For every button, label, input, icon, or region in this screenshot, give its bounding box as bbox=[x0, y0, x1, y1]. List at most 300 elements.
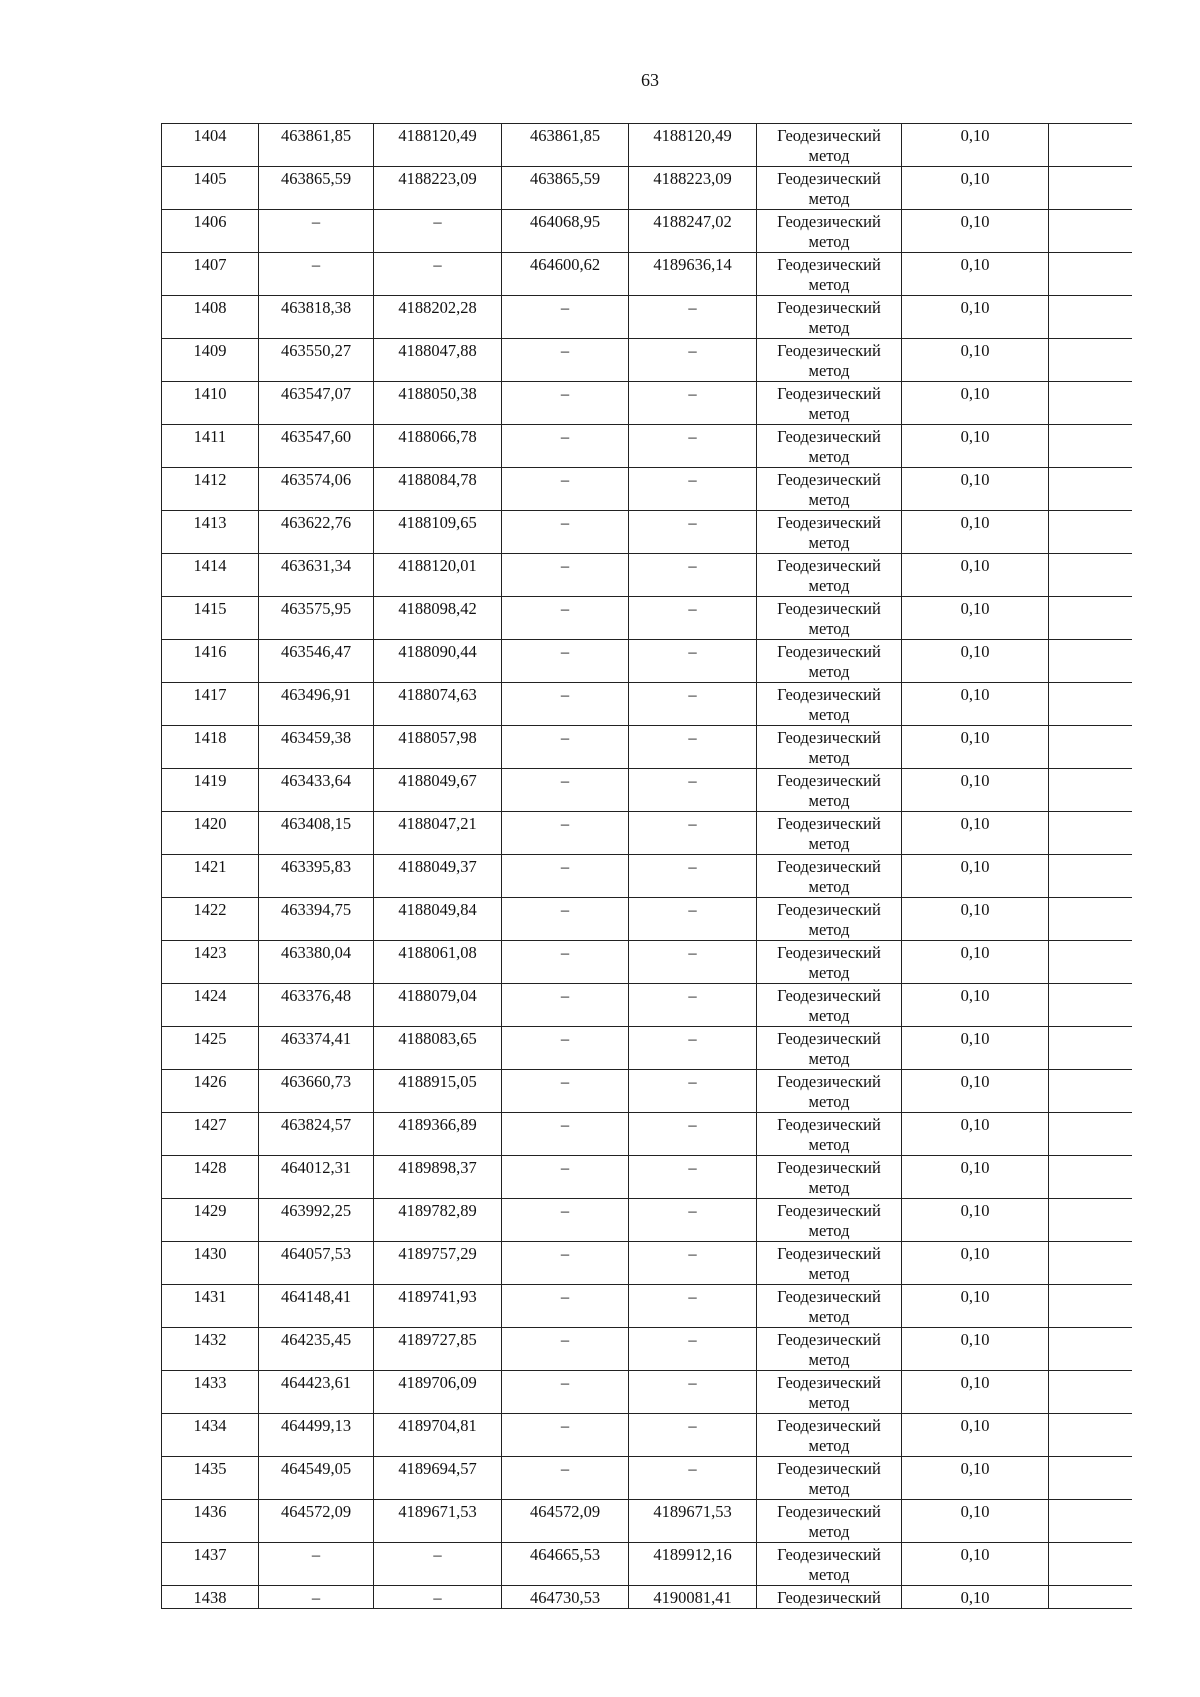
y-refined-cell: – bbox=[629, 1070, 757, 1113]
accuracy-cell: 0,10 bbox=[902, 210, 1049, 253]
y-refined-cell: – bbox=[629, 1027, 757, 1070]
y-existing-cell: 4188084,78 bbox=[374, 468, 502, 511]
accuracy-cell: 0,10 bbox=[902, 1328, 1049, 1371]
empty-cell bbox=[1049, 1328, 1132, 1371]
point-number-cell: 1431 bbox=[162, 1285, 259, 1328]
point-number-cell: 1412 bbox=[162, 468, 259, 511]
accuracy-cell: 0,10 bbox=[902, 339, 1049, 382]
empty-cell bbox=[1049, 683, 1132, 726]
y-existing-cell: 4189727,85 bbox=[374, 1328, 502, 1371]
empty-cell bbox=[1049, 1586, 1132, 1609]
y-existing-cell: 4188074,63 bbox=[374, 683, 502, 726]
y-existing-cell: 4189782,89 bbox=[374, 1199, 502, 1242]
x-existing-cell: 463380,04 bbox=[259, 941, 374, 984]
y-existing-cell: – bbox=[374, 1586, 502, 1609]
table-row bbox=[162, 1285, 1132, 1328]
table-row bbox=[162, 1070, 1132, 1113]
x-refined-cell: – bbox=[502, 683, 629, 726]
x-existing-cell: 464057,53 bbox=[259, 1242, 374, 1285]
x-existing-cell: – bbox=[259, 1543, 374, 1586]
point-number-cell: 1435 bbox=[162, 1457, 259, 1500]
table-row bbox=[162, 1586, 1132, 1609]
point-number-cell: 1422 bbox=[162, 898, 259, 941]
y-existing-cell: 4188057,98 bbox=[374, 726, 502, 769]
accuracy-cell: 0,10 bbox=[902, 1414, 1049, 1457]
point-number-cell: 1427 bbox=[162, 1113, 259, 1156]
y-existing-cell: 4188090,44 bbox=[374, 640, 502, 683]
point-number-cell: 1411 bbox=[162, 425, 259, 468]
method-cell: Геодезический метод bbox=[757, 124, 902, 167]
accuracy-cell: 0,10 bbox=[902, 167, 1049, 210]
empty-cell bbox=[1049, 941, 1132, 984]
y-existing-cell: 4188047,21 bbox=[374, 812, 502, 855]
accuracy-cell: 0,10 bbox=[902, 597, 1049, 640]
empty-cell bbox=[1049, 124, 1132, 167]
x-existing-cell: 464235,45 bbox=[259, 1328, 374, 1371]
table-row bbox=[162, 769, 1132, 812]
method-cell: Геодезический метод bbox=[757, 1457, 902, 1500]
y-refined-cell: – bbox=[629, 640, 757, 683]
method-cell: Геодезический метод bbox=[757, 339, 902, 382]
y-refined-cell: – bbox=[629, 984, 757, 1027]
point-number-cell: 1436 bbox=[162, 1500, 259, 1543]
x-refined-cell: 464068,95 bbox=[502, 210, 629, 253]
empty-cell bbox=[1049, 296, 1132, 339]
y-refined-cell: 4189671,53 bbox=[629, 1500, 757, 1543]
method-cell: Геодезический метод bbox=[757, 468, 902, 511]
x-existing-cell: 463433,64 bbox=[259, 769, 374, 812]
accuracy-cell: 0,10 bbox=[902, 898, 1049, 941]
x-existing-cell: 464499,13 bbox=[259, 1414, 374, 1457]
page-number: 63 bbox=[641, 70, 659, 90]
y-refined-cell: 4190081,41 bbox=[629, 1586, 757, 1609]
x-refined-cell: – bbox=[502, 1285, 629, 1328]
empty-cell bbox=[1049, 855, 1132, 898]
y-existing-cell: 4188120,01 bbox=[374, 554, 502, 597]
y-refined-cell: – bbox=[629, 597, 757, 640]
accuracy-cell: 0,10 bbox=[902, 382, 1049, 425]
y-refined-cell: – bbox=[629, 1457, 757, 1500]
y-refined-cell: 4189912,16 bbox=[629, 1543, 757, 1586]
y-refined-cell: – bbox=[629, 1414, 757, 1457]
accuracy-cell: 0,10 bbox=[902, 253, 1049, 296]
table-row bbox=[162, 468, 1132, 511]
table-row bbox=[162, 1371, 1132, 1414]
point-number-cell: 1404 bbox=[162, 124, 259, 167]
x-refined-cell: – bbox=[502, 1199, 629, 1242]
accuracy-cell: 0,10 bbox=[902, 1027, 1049, 1070]
point-number-cell: 1433 bbox=[162, 1371, 259, 1414]
accuracy-cell: 0,10 bbox=[902, 984, 1049, 1027]
x-existing-cell: 463574,06 bbox=[259, 468, 374, 511]
x-existing-cell: 463459,38 bbox=[259, 726, 374, 769]
y-refined-cell: – bbox=[629, 554, 757, 597]
x-refined-cell: 464665,53 bbox=[502, 1543, 629, 1586]
y-existing-cell: 4189671,53 bbox=[374, 1500, 502, 1543]
table-row bbox=[162, 1414, 1132, 1457]
x-refined-cell: 464600,62 bbox=[502, 253, 629, 296]
table-row bbox=[162, 339, 1132, 382]
y-refined-cell: – bbox=[629, 855, 757, 898]
accuracy-cell: 0,10 bbox=[902, 1500, 1049, 1543]
empty-cell bbox=[1049, 1199, 1132, 1242]
method-cell: Геодезический метод bbox=[757, 1156, 902, 1199]
empty-cell bbox=[1049, 1113, 1132, 1156]
table-row bbox=[162, 1457, 1132, 1500]
y-refined-cell: – bbox=[629, 382, 757, 425]
method-cell: Геодезический метод bbox=[757, 554, 902, 597]
y-refined-cell: – bbox=[629, 683, 757, 726]
point-number-cell: 1409 bbox=[162, 339, 259, 382]
method-cell: Геодезический метод bbox=[757, 382, 902, 425]
point-number-cell: 1417 bbox=[162, 683, 259, 726]
method-cell: Геодезический метод bbox=[757, 683, 902, 726]
point-number-cell: 1429 bbox=[162, 1199, 259, 1242]
table-row bbox=[162, 640, 1132, 683]
accuracy-cell: 0,10 bbox=[902, 1242, 1049, 1285]
y-existing-cell: 4188049,67 bbox=[374, 769, 502, 812]
x-refined-cell: – bbox=[502, 898, 629, 941]
x-existing-cell: 464572,09 bbox=[259, 1500, 374, 1543]
table-row bbox=[162, 1156, 1132, 1199]
empty-cell bbox=[1049, 1414, 1132, 1457]
y-refined-cell: – bbox=[629, 941, 757, 984]
method-cell: Геодезический метод bbox=[757, 1371, 902, 1414]
x-refined-cell: 464730,53 bbox=[502, 1586, 629, 1609]
table-row bbox=[162, 1027, 1132, 1070]
x-refined-cell: – bbox=[502, 1242, 629, 1285]
accuracy-cell: 0,10 bbox=[902, 1070, 1049, 1113]
y-existing-cell: 4188915,05 bbox=[374, 1070, 502, 1113]
accuracy-cell: 0,10 bbox=[902, 1543, 1049, 1586]
empty-cell bbox=[1049, 898, 1132, 941]
x-refined-cell: – bbox=[502, 984, 629, 1027]
table-row bbox=[162, 1113, 1132, 1156]
empty-cell bbox=[1049, 1242, 1132, 1285]
accuracy-cell: 0,10 bbox=[902, 1586, 1049, 1609]
x-existing-cell: 463547,07 bbox=[259, 382, 374, 425]
table-row bbox=[162, 1500, 1132, 1543]
x-existing-cell: 463992,25 bbox=[259, 1199, 374, 1242]
empty-cell bbox=[1049, 640, 1132, 683]
empty-cell bbox=[1049, 769, 1132, 812]
accuracy-cell: 0,10 bbox=[902, 1371, 1049, 1414]
table-row bbox=[162, 984, 1132, 1027]
empty-cell bbox=[1049, 984, 1132, 1027]
method-cell: Геодезический метод bbox=[757, 898, 902, 941]
x-refined-cell: 463861,85 bbox=[502, 124, 629, 167]
accuracy-cell: 0,10 bbox=[902, 511, 1049, 554]
y-refined-cell: – bbox=[629, 339, 757, 382]
table-row bbox=[162, 1242, 1132, 1285]
x-refined-cell: – bbox=[502, 1371, 629, 1414]
point-number-cell: 1407 bbox=[162, 253, 259, 296]
y-refined-cell: 4188223,09 bbox=[629, 167, 757, 210]
method-cell: Геодезический метод bbox=[757, 1027, 902, 1070]
y-refined-cell: – bbox=[629, 1113, 757, 1156]
x-refined-cell: – bbox=[502, 812, 629, 855]
point-number-cell: 1428 bbox=[162, 1156, 259, 1199]
y-refined-cell: – bbox=[629, 468, 757, 511]
x-refined-cell: – bbox=[502, 425, 629, 468]
x-refined-cell: – bbox=[502, 511, 629, 554]
x-refined-cell: 464572,09 bbox=[502, 1500, 629, 1543]
x-existing-cell: 463374,41 bbox=[259, 1027, 374, 1070]
y-existing-cell: – bbox=[374, 210, 502, 253]
point-number-cell: 1426 bbox=[162, 1070, 259, 1113]
y-existing-cell: 4188202,28 bbox=[374, 296, 502, 339]
table-row bbox=[162, 726, 1132, 769]
y-existing-cell: 4189741,93 bbox=[374, 1285, 502, 1328]
empty-cell bbox=[1049, 167, 1132, 210]
accuracy-cell: 0,10 bbox=[902, 1457, 1049, 1500]
x-existing-cell: 463818,38 bbox=[259, 296, 374, 339]
method-cell: Геодезический метод bbox=[757, 253, 902, 296]
x-existing-cell: 463622,76 bbox=[259, 511, 374, 554]
table-row bbox=[162, 124, 1132, 167]
x-refined-cell: – bbox=[502, 468, 629, 511]
y-existing-cell: 4189706,09 bbox=[374, 1371, 502, 1414]
x-refined-cell: – bbox=[502, 1328, 629, 1371]
x-existing-cell: 464012,31 bbox=[259, 1156, 374, 1199]
y-existing-cell: 4188223,09 bbox=[374, 167, 502, 210]
method-cell: Геодезический метод bbox=[757, 167, 902, 210]
y-existing-cell: 4188109,65 bbox=[374, 511, 502, 554]
y-refined-cell: – bbox=[629, 1242, 757, 1285]
x-existing-cell: – bbox=[259, 1586, 374, 1609]
y-existing-cell: 4188083,65 bbox=[374, 1027, 502, 1070]
y-refined-cell: – bbox=[629, 1156, 757, 1199]
y-existing-cell: 4188047,88 bbox=[374, 339, 502, 382]
y-existing-cell: 4188061,08 bbox=[374, 941, 502, 984]
empty-cell bbox=[1049, 511, 1132, 554]
x-existing-cell: 463824,57 bbox=[259, 1113, 374, 1156]
table-row bbox=[162, 210, 1132, 253]
table-row bbox=[162, 511, 1132, 554]
empty-cell bbox=[1049, 1543, 1132, 1586]
method-cell: Геодезический метод bbox=[757, 1328, 902, 1371]
y-refined-cell: 4188247,02 bbox=[629, 210, 757, 253]
method-cell: Геодезический метод bbox=[757, 1414, 902, 1457]
x-existing-cell: 463394,75 bbox=[259, 898, 374, 941]
y-refined-cell: – bbox=[629, 1371, 757, 1414]
x-existing-cell: 464549,05 bbox=[259, 1457, 374, 1500]
x-existing-cell: 463547,60 bbox=[259, 425, 374, 468]
method-cell: Геодезический метод bbox=[757, 1285, 902, 1328]
y-existing-cell: 4188050,38 bbox=[374, 382, 502, 425]
x-existing-cell: 463376,48 bbox=[259, 984, 374, 1027]
x-refined-cell: – bbox=[502, 554, 629, 597]
x-refined-cell: – bbox=[502, 1156, 629, 1199]
table-row bbox=[162, 296, 1132, 339]
point-number-cell: 1420 bbox=[162, 812, 259, 855]
method-cell: Геодезический метод bbox=[757, 425, 902, 468]
empty-cell bbox=[1049, 1371, 1132, 1414]
point-number-cell: 1425 bbox=[162, 1027, 259, 1070]
x-refined-cell: – bbox=[502, 339, 629, 382]
x-refined-cell: – bbox=[502, 1070, 629, 1113]
table-row bbox=[162, 898, 1132, 941]
table-row bbox=[162, 597, 1132, 640]
point-number-cell: 1434 bbox=[162, 1414, 259, 1457]
y-refined-cell: – bbox=[629, 296, 757, 339]
method-cell: Геодезический метод bbox=[757, 1070, 902, 1113]
method-cell: Геодезический метод bbox=[757, 1199, 902, 1242]
y-existing-cell: 4188049,37 bbox=[374, 855, 502, 898]
x-refined-cell: – bbox=[502, 726, 629, 769]
y-existing-cell: 4189898,37 bbox=[374, 1156, 502, 1199]
point-number-cell: 1416 bbox=[162, 640, 259, 683]
x-refined-cell: – bbox=[502, 296, 629, 339]
method-cell: Геодезический метод bbox=[757, 855, 902, 898]
x-existing-cell: – bbox=[259, 210, 374, 253]
point-number-cell: 1430 bbox=[162, 1242, 259, 1285]
y-existing-cell: 4189366,89 bbox=[374, 1113, 502, 1156]
table-row bbox=[162, 1199, 1132, 1242]
y-refined-cell: 4189636,14 bbox=[629, 253, 757, 296]
x-existing-cell: 464148,41 bbox=[259, 1285, 374, 1328]
empty-cell bbox=[1049, 339, 1132, 382]
table-row bbox=[162, 1543, 1132, 1586]
table-row bbox=[162, 812, 1132, 855]
accuracy-cell: 0,10 bbox=[902, 1199, 1049, 1242]
accuracy-cell: 0,10 bbox=[902, 640, 1049, 683]
x-existing-cell: 463631,34 bbox=[259, 554, 374, 597]
x-existing-cell: 463395,83 bbox=[259, 855, 374, 898]
y-existing-cell: 4188049,84 bbox=[374, 898, 502, 941]
x-refined-cell: – bbox=[502, 1027, 629, 1070]
point-number-cell: 1438 bbox=[162, 1586, 259, 1609]
empty-cell bbox=[1049, 1285, 1132, 1328]
x-refined-cell: 463865,59 bbox=[502, 167, 629, 210]
x-existing-cell: – bbox=[259, 253, 374, 296]
y-existing-cell: – bbox=[374, 1543, 502, 1586]
accuracy-cell: 0,10 bbox=[902, 941, 1049, 984]
table-row bbox=[162, 941, 1132, 984]
y-refined-cell: – bbox=[629, 1199, 757, 1242]
point-number-cell: 1423 bbox=[162, 941, 259, 984]
empty-cell bbox=[1049, 1156, 1132, 1199]
table-row bbox=[162, 167, 1132, 210]
y-refined-cell: – bbox=[629, 425, 757, 468]
y-existing-cell: 4189704,81 bbox=[374, 1414, 502, 1457]
y-refined-cell: – bbox=[629, 898, 757, 941]
x-existing-cell: 463546,47 bbox=[259, 640, 374, 683]
method-cell: Геодезический метод bbox=[757, 1113, 902, 1156]
point-number-cell: 1432 bbox=[162, 1328, 259, 1371]
method-cell: Геодезический метод bbox=[757, 1500, 902, 1543]
empty-cell bbox=[1049, 210, 1132, 253]
x-refined-cell: – bbox=[502, 382, 629, 425]
table-row bbox=[162, 382, 1132, 425]
y-refined-cell: – bbox=[629, 812, 757, 855]
method-cell: Геодезический метод bbox=[757, 597, 902, 640]
accuracy-cell: 0,10 bbox=[902, 769, 1049, 812]
empty-cell bbox=[1049, 468, 1132, 511]
table-row bbox=[162, 1328, 1132, 1371]
y-existing-cell: – bbox=[374, 253, 502, 296]
y-refined-cell: – bbox=[629, 1285, 757, 1328]
y-existing-cell: 4188079,04 bbox=[374, 984, 502, 1027]
method-cell: Геодезический метод bbox=[757, 726, 902, 769]
point-number-cell: 1408 bbox=[162, 296, 259, 339]
method-cell: Геодезический метод bbox=[757, 941, 902, 984]
x-refined-cell: – bbox=[502, 597, 629, 640]
accuracy-cell: 0,10 bbox=[902, 1113, 1049, 1156]
accuracy-cell: 0,10 bbox=[902, 812, 1049, 855]
empty-cell bbox=[1049, 597, 1132, 640]
table-row bbox=[162, 554, 1132, 597]
empty-cell bbox=[1049, 812, 1132, 855]
empty-cell bbox=[1049, 253, 1132, 296]
table-row bbox=[162, 855, 1132, 898]
table-row bbox=[162, 683, 1132, 726]
accuracy-cell: 0,10 bbox=[902, 1285, 1049, 1328]
method-cell: Геодезический метод bbox=[757, 769, 902, 812]
x-refined-cell: – bbox=[502, 1113, 629, 1156]
x-existing-cell: 463408,15 bbox=[259, 812, 374, 855]
x-existing-cell: 463865,59 bbox=[259, 167, 374, 210]
x-existing-cell: 463861,85 bbox=[259, 124, 374, 167]
coordinates-table bbox=[161, 123, 1132, 1609]
empty-cell bbox=[1049, 726, 1132, 769]
y-refined-cell: 4188120,49 bbox=[629, 124, 757, 167]
y-refined-cell: – bbox=[629, 726, 757, 769]
point-number-cell: 1410 bbox=[162, 382, 259, 425]
method-cell: Геодезический метод bbox=[757, 511, 902, 554]
x-existing-cell: 463550,27 bbox=[259, 339, 374, 382]
accuracy-cell: 0,10 bbox=[902, 1156, 1049, 1199]
accuracy-cell: 0,10 bbox=[902, 425, 1049, 468]
x-refined-cell: – bbox=[502, 769, 629, 812]
empty-cell bbox=[1049, 425, 1132, 468]
method-cell: Геодезический метод bbox=[757, 1242, 902, 1285]
x-existing-cell: 463575,95 bbox=[259, 597, 374, 640]
method-cell: Геодезический метод bbox=[757, 1543, 902, 1586]
point-number-cell: 1413 bbox=[162, 511, 259, 554]
x-existing-cell: 464423,61 bbox=[259, 1371, 374, 1414]
empty-cell bbox=[1049, 382, 1132, 425]
y-refined-cell: – bbox=[629, 1328, 757, 1371]
x-existing-cell: 463496,91 bbox=[259, 683, 374, 726]
point-number-cell: 1419 bbox=[162, 769, 259, 812]
point-number-cell: 1418 bbox=[162, 726, 259, 769]
point-number-cell: 1405 bbox=[162, 167, 259, 210]
y-existing-cell: 4188098,42 bbox=[374, 597, 502, 640]
accuracy-cell: 0,10 bbox=[902, 296, 1049, 339]
empty-cell bbox=[1049, 1457, 1132, 1500]
accuracy-cell: 0,10 bbox=[902, 124, 1049, 167]
y-refined-cell: – bbox=[629, 769, 757, 812]
x-refined-cell: – bbox=[502, 640, 629, 683]
method-cell: Геодезический метод bbox=[757, 984, 902, 1027]
empty-cell bbox=[1049, 1500, 1132, 1543]
point-number-cell: 1437 bbox=[162, 1543, 259, 1586]
empty-cell bbox=[1049, 1070, 1132, 1113]
x-refined-cell: – bbox=[502, 941, 629, 984]
y-refined-cell: – bbox=[629, 511, 757, 554]
point-number-cell: 1424 bbox=[162, 984, 259, 1027]
y-existing-cell: 4188120,49 bbox=[374, 124, 502, 167]
accuracy-cell: 0,10 bbox=[902, 683, 1049, 726]
table-row bbox=[162, 253, 1132, 296]
table-row bbox=[162, 425, 1132, 468]
empty-cell bbox=[1049, 1027, 1132, 1070]
method-cell: Геодезический метод bbox=[757, 210, 902, 253]
point-number-cell: 1421 bbox=[162, 855, 259, 898]
x-existing-cell: 463660,73 bbox=[259, 1070, 374, 1113]
method-cell: Геодезический метод bbox=[757, 640, 902, 683]
